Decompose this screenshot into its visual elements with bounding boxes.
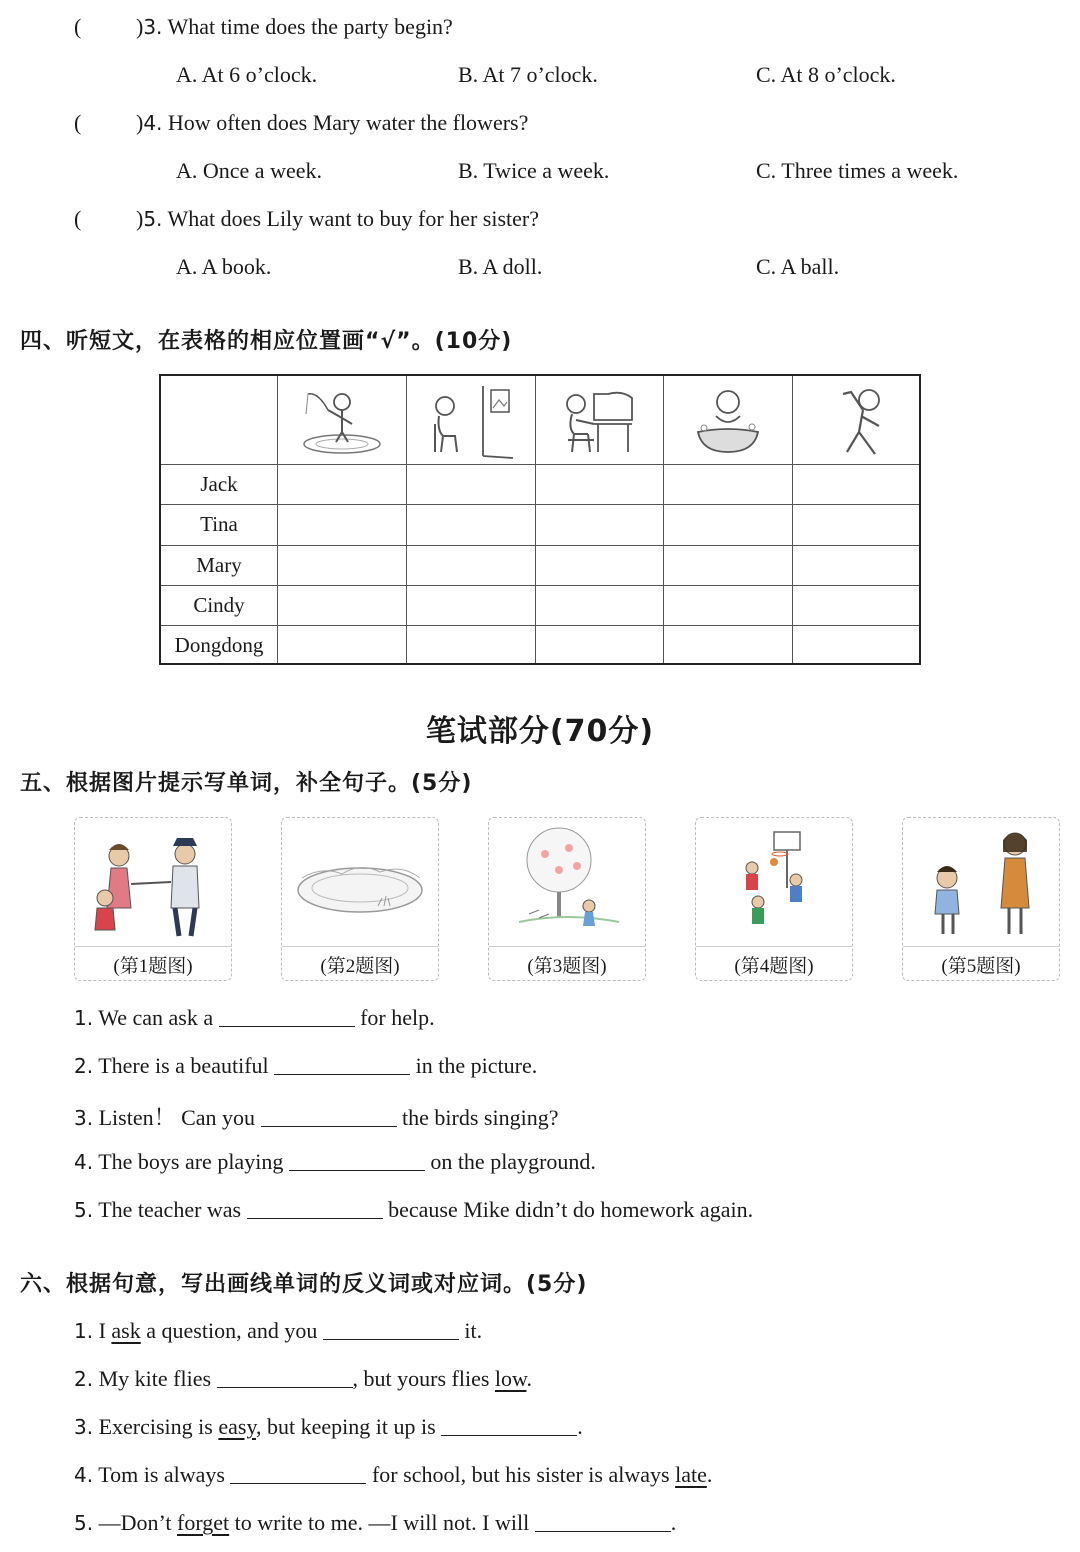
item-number: 2. [74,1367,94,1391]
teacher-angry-icon [903,818,1059,946]
item-text: Exercising is [98,1414,219,1439]
fill-item-2 [74,1053,537,1079]
item-text: it. [464,1318,483,1343]
name-tina: Tina [200,512,238,536]
name-jack: Jack [200,472,238,496]
item-text: . [577,1414,583,1439]
fill-item-4 [74,1149,596,1175]
answer-blank[interactable] [535,1511,671,1532]
option-c: C. Three times a week. [756,158,959,183]
answer-blank[interactable] [230,1463,366,1484]
picture-card-3 [488,817,646,981]
answer-blank[interactable] [289,1150,425,1171]
fishing-icon [278,380,406,462]
answer-bracket-close: ) [136,14,144,39]
item-text-after: for help. [360,1005,435,1030]
item-text: to write to me. —I will not. I will [229,1510,530,1535]
underlined-word: forget [177,1510,230,1535]
antonym-item-5 [74,1510,676,1536]
police-helping-icon [75,818,231,946]
picture-card-1 [74,817,232,981]
item-number: 3. [74,1415,94,1439]
answer-bracket-open: ( [74,110,82,135]
option-c: C. At 8 o’clock. [756,62,896,87]
fill-item-5 [74,1197,753,1223]
name-cindy: Cindy [193,593,245,617]
question-number: 4. [143,111,163,135]
answer-blank[interactable] [219,1006,355,1027]
listening-table [159,374,921,665]
item-text: . [670,1510,677,1535]
item-text: I [98,1318,112,1343]
option-a: A. Once a week. [176,158,322,183]
answer-blank[interactable] [323,1319,459,1340]
question-4 [74,110,528,136]
dancing-icon [793,380,921,462]
picture-card-5 [902,817,1060,981]
section-4-heading: 四、听短文，在表格的相应位置画“√”。(10分) [20,329,513,354]
question-5 [74,206,539,232]
item-text: for school, but his sister is always [371,1462,676,1487]
item-number: 5. [74,1511,94,1535]
answer-blank[interactable] [247,1198,383,1219]
answer-bracket-open: ( [74,206,82,231]
picture-caption: (第3题图) [527,956,607,977]
picture-caption: (第5题图) [941,956,1021,977]
picture-card-2 [281,817,439,981]
question-number: 5. [143,207,163,231]
item-text-before: Listen！ Can you [98,1105,256,1130]
section-5-heading: 五、根据图片提示写单词，补全句子。(5分) [20,771,473,796]
lake-icon [282,818,438,946]
question-text: How often does Mary water the flowers? [167,110,529,135]
question-text: What time does the party begin? [167,14,453,39]
underlined-word: ask [111,1318,141,1343]
item-text-before: We can ask a [98,1005,214,1030]
antonym-item-2 [74,1366,532,1392]
watching-painting-icon [407,380,535,462]
answer-blank[interactable] [274,1054,410,1075]
bathing-icon [664,380,792,462]
item-text: —Don’t [98,1510,178,1535]
item-text-before: The teacher was [98,1197,242,1222]
item-text-before: There is a beautiful [98,1053,269,1078]
item-text-after: on the playground. [430,1149,596,1174]
item-text: . [706,1462,713,1487]
answer-blank[interactable] [217,1367,353,1388]
answer-bracket-close: ) [136,206,144,231]
answer-blank[interactable] [261,1106,397,1127]
underlined-word: easy [218,1414,257,1439]
item-text-after: in the picture. [415,1053,538,1078]
answer-blank[interactable] [441,1415,577,1436]
item-text: , but keeping it up is [256,1414,436,1439]
underlined-word: late [675,1462,707,1487]
question-3 [74,14,453,40]
option-a: A. At 6 o’clock. [176,62,318,87]
option-c: C. A ball. [756,254,840,279]
item-number: 4. [74,1150,94,1174]
picture-card-4 [695,817,853,981]
item-text: Tom is always [98,1462,225,1487]
item-number: 5. [74,1198,94,1222]
written-part-title: 笔试部分(70分) [425,714,655,749]
name-dongdong: Dongdong [174,633,264,657]
picture-caption: (第4题图) [734,956,814,977]
item-text: , but yours flies [352,1366,495,1391]
item-text: My kite flies [98,1366,212,1391]
question-number: 3. [143,15,163,39]
item-number: 4. [74,1463,94,1487]
item-number: 1. [74,1006,94,1030]
option-b: B. Twice a week. [458,158,610,183]
item-text: . [526,1366,532,1391]
option-b: B. At 7 o’clock. [458,62,598,87]
picture-caption: (第2题图) [320,956,400,977]
section-6-heading: 六、根据句意，写出画线单词的反义词或对应词。(5分) [20,1272,588,1297]
underlined-word: low [494,1366,527,1391]
answer-bracket-close: ) [136,110,144,135]
fill-item-3 [74,1101,558,1132]
option-a: A. A book. [176,254,272,279]
item-text: a question, and you [140,1318,318,1343]
basketball-icon [696,818,852,946]
tree-birds-icon [489,818,645,946]
item-number: 2. [74,1054,94,1078]
playing-piano-icon [536,380,664,462]
fill-item-1 [74,1005,435,1031]
picture-caption: (第1题图) [113,956,193,977]
item-text-after: the birds singing? [402,1105,559,1130]
item-number: 3. [74,1106,94,1130]
antonym-item-1 [74,1318,482,1344]
option-b: B. A doll. [458,254,543,279]
antonym-item-4 [74,1462,712,1488]
item-text-before: The boys are playing [98,1149,284,1174]
question-text: What does Lily want to buy for her sister? [167,206,539,231]
antonym-item-3 [74,1414,583,1440]
item-text-after: because Mike didn’t do homework again. [388,1197,754,1222]
answer-bracket-open: ( [74,14,82,39]
item-number: 1. [74,1319,94,1343]
name-mary: Mary [196,553,242,577]
